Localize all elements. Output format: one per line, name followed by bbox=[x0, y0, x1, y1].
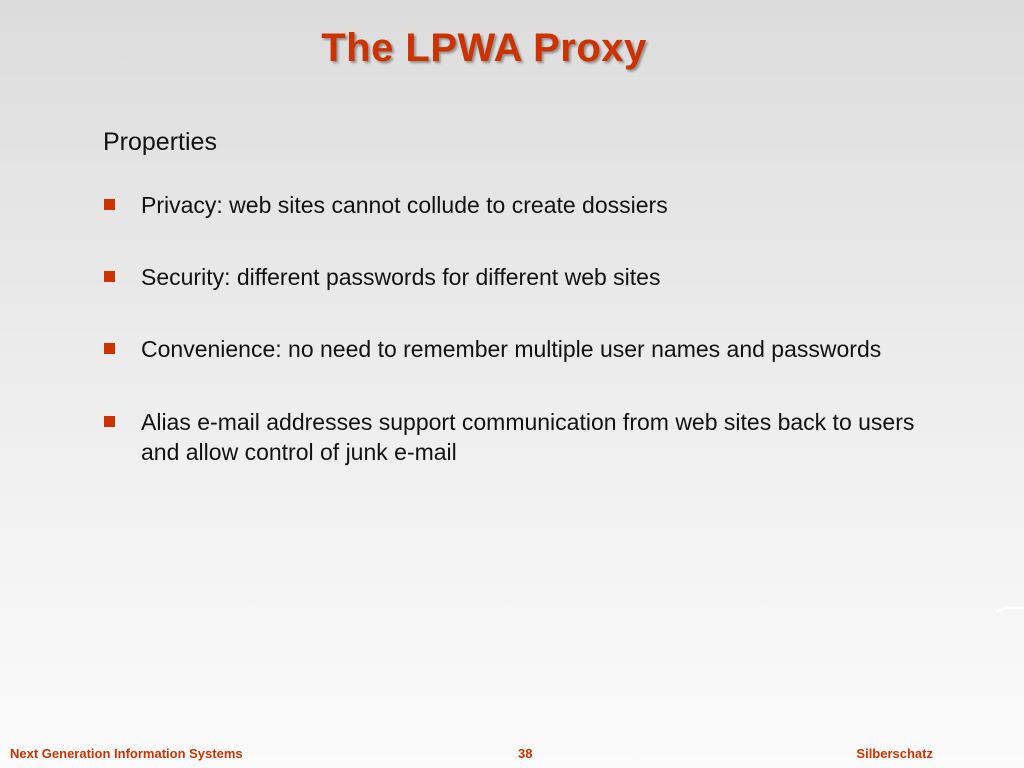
square-bullet-icon bbox=[104, 199, 115, 210]
footer-page-number: 38 bbox=[518, 746, 533, 761]
decorative-swoosh-icon bbox=[996, 606, 1024, 614]
bullet-text: Privacy: web sites cannot collude to create dossiers bbox=[141, 192, 668, 218]
square-bullet-icon bbox=[104, 271, 115, 282]
bullet-text: Convenience: no need to remember multiple user names and passwords bbox=[141, 336, 882, 362]
bullet-list bbox=[103, 190, 923, 467]
bullet-text: Alias e-mail addresses support communication from web sites back to users and allow control of junk e-mail bbox=[141, 409, 915, 465]
slide-title: The LPWA Proxy bbox=[321, 26, 647, 70]
bullet-item-security bbox=[103, 262, 923, 292]
subheading: Properties bbox=[103, 128, 217, 156]
bullet-item-privacy bbox=[103, 190, 923, 220]
bullet-text: Security: different passwords for different web sites bbox=[141, 264, 661, 290]
square-bullet-icon bbox=[104, 343, 115, 354]
bullet-item-alias-email bbox=[103, 407, 923, 467]
bullet-item-convenience bbox=[103, 334, 923, 364]
footer bbox=[0, 746, 1024, 762]
square-bullet-icon bbox=[104, 416, 115, 427]
footer-course: Next Generation Information Systems bbox=[10, 746, 243, 761]
footer-author: Silberschatz bbox=[856, 746, 933, 761]
